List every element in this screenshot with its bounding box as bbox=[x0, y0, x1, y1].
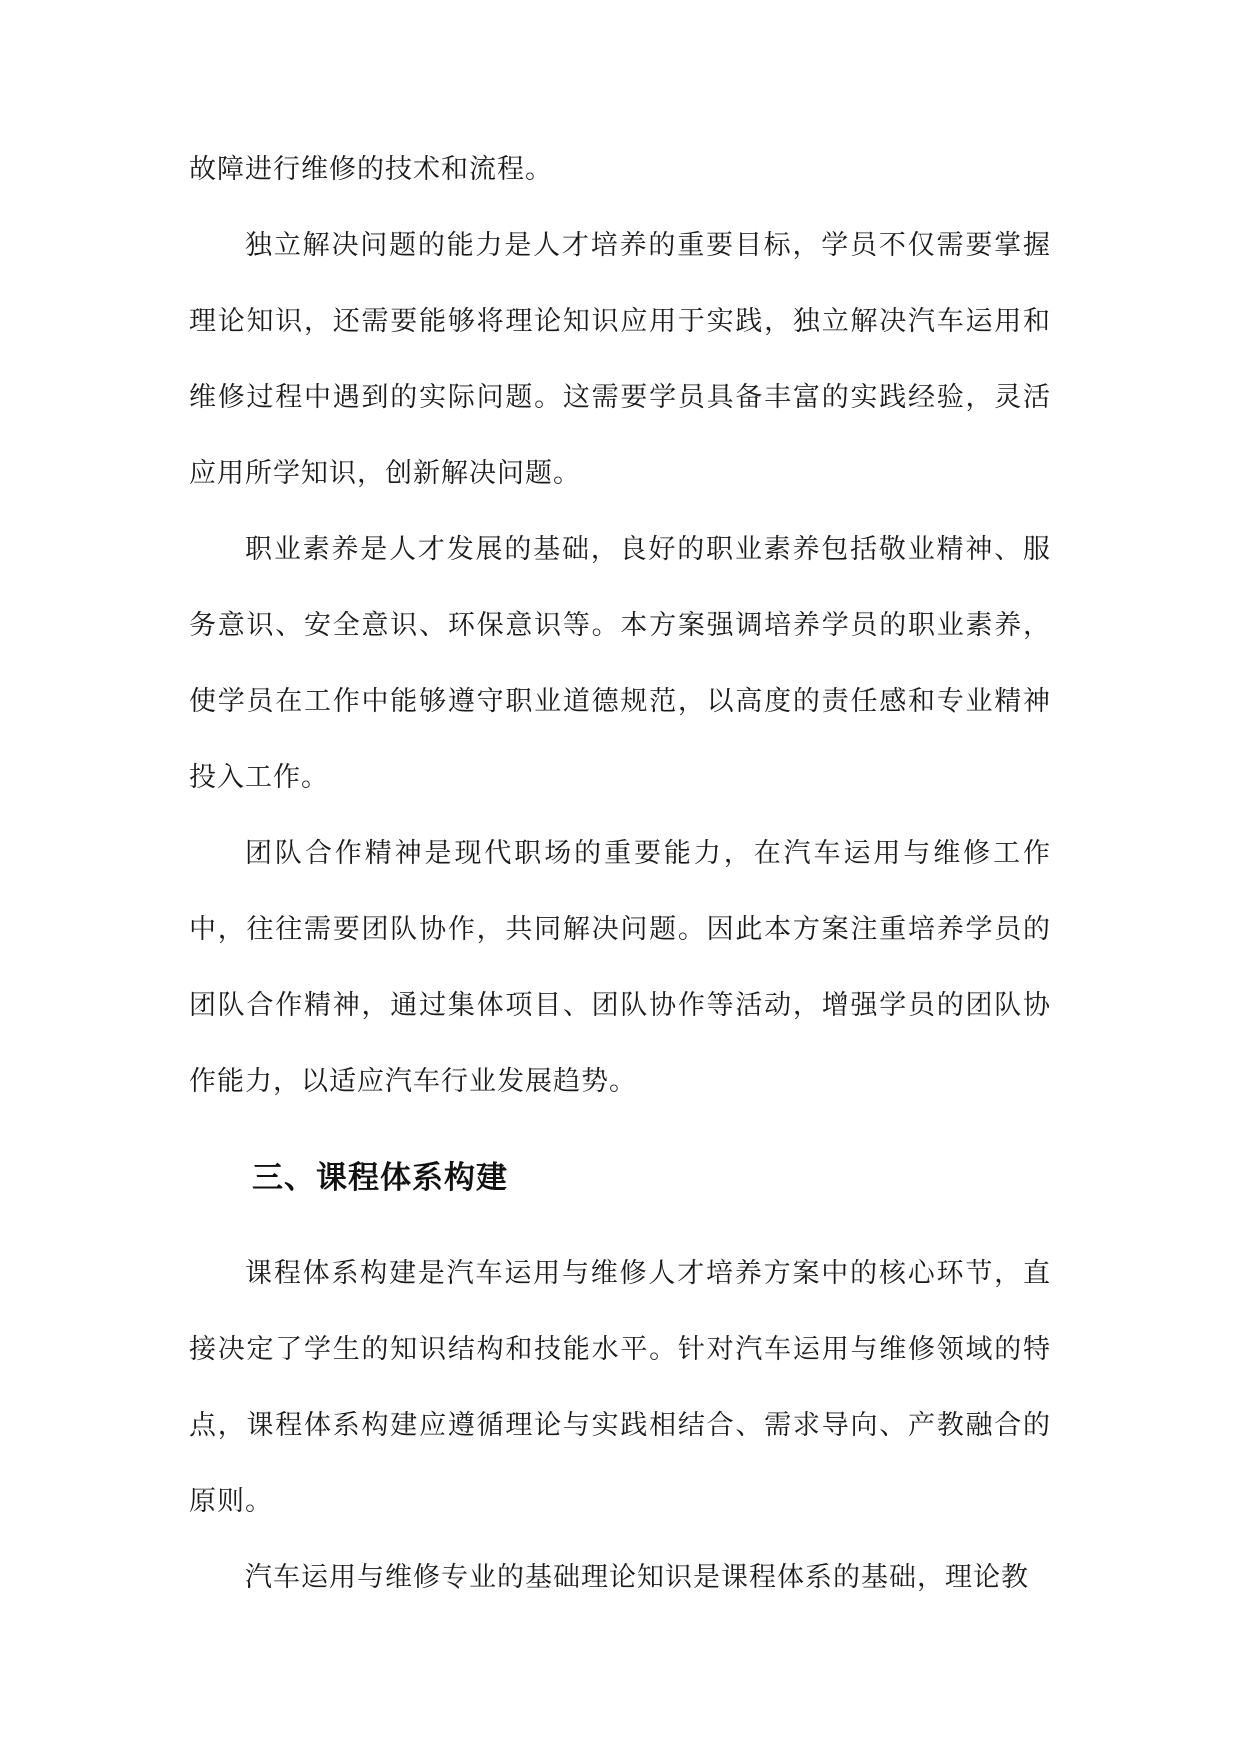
paragraph-curriculum-intro: 课程体系构建是汽车运用与维修人才培养方案中的核心环节，直接决定了学生的知识结构和技能水平。针对汽车运用与维修领域的特点，课程体系构建应遵循理论与实践相结合、需求导向、产教融合的原则。 bbox=[189, 1258, 1051, 1517]
paragraph-professional-quality: 职业素养是人才发展的基础，良好的职业素养包括敬业精神、服务意识、安全意识、环保意识等。本方案强调培养学员的职业素养，使学员在工作中能够遵守职业道德规范，以高度的责任感和专业精神投入工作。 bbox=[189, 534, 1051, 793]
paragraph-problem-solving: 独立解决问题的能力是人才培养的重要目标，学员不仅需要掌握理论知识，还需要能够将理论知识应用于实践，独立解决汽车运用和维修过程中遇到的实际问题。这需要学员具备丰富的实践经验，灵活应用所学知识，创新解决问题。 bbox=[189, 230, 1051, 489]
section-heading: 三、课程体系构建 bbox=[252, 1160, 508, 1196]
paragraph-curriculum-theory: 汽车运用与维修专业的基础理论知识是课程体系的基础，理论教 bbox=[245, 1562, 1029, 1593]
document-body bbox=[189, 132, 1051, 1616]
paragraph-teamwork: 团队合作精神是现代职场的重要能力，在汽车运用与维修工作中，往往需要团队协作，共同解决问题。因此本方案注重培养学员的团队合作精神，通过集体项目、团队协作等活动，增强学员的团队协作能力，以适应汽车行业发展趋势。 bbox=[189, 838, 1051, 1097]
paragraph-continuation: 故障进行维修的技术和流程。 bbox=[189, 154, 553, 185]
